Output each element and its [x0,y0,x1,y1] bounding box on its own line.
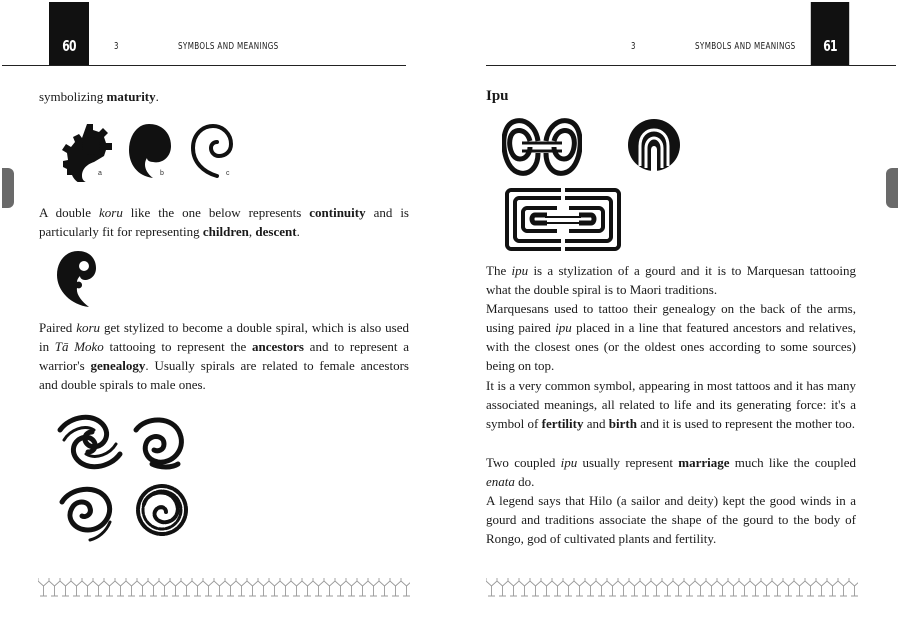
footer-ornament [486,576,858,598]
right-page [450,0,900,640]
text-run: is a stylization of a gourd and it is to Marquesan tattooing what the double spiral is to Maori traditions. [486,263,856,297]
thumb-tab [886,168,898,208]
thumb-tab [2,168,14,208]
running-head: SYMBOLS AND MEANINGS [695,41,796,52]
spirals-figure [56,410,196,542]
page-number-box [49,2,89,65]
paragraph [39,87,409,106]
emphasis-italic: koru [99,205,123,220]
paragraph [39,203,409,241]
emphasis-bold: genealogy [90,358,146,373]
page-number-box [811,2,849,65]
text-run: Marquesans used to tattoo their genealogy on the back of the arms, using paired [486,301,856,335]
text-run: . [296,224,300,239]
text-run: placed in a line that featured ancestors and relatives, with the closest ones (or the oldest ones according to some sources) being on top. [486,320,856,373]
emphasis-italic: ipu [560,455,578,470]
emphasis-bold: fertility [541,416,584,431]
text-run: much like the coupled [729,455,856,470]
text-run: The [486,263,512,278]
text-run: tattooing to represent the [103,339,252,354]
tiki-border-icon [486,576,858,598]
emphasis-bold: maturity [106,89,156,104]
section-title: Ipu [486,88,509,104]
emphasis-bold: continuity [309,205,366,220]
emphasis-bold: ancestors [252,339,304,354]
emphasis-italic: koru [76,320,101,335]
koru-variants-icon [55,120,245,182]
text-run: . [155,89,159,104]
emphasis-italic: ipu [511,263,529,278]
paragraph [486,299,856,375]
chapter-number: 3 [113,41,119,52]
text-run: like the one below represents [122,205,310,220]
emphasis-italic: enata [486,474,515,489]
emphasis-italic: ipu [555,320,572,335]
page-number: 61 [823,37,837,55]
text-run: usually represent [577,455,679,470]
emphasis-bold: descent [255,224,297,239]
paragraph [39,318,409,394]
text-run: and [583,416,609,431]
text-run: and is particularly fit for representing [39,205,409,239]
emphasis-bold: birth [608,416,637,431]
figure-label-a: a [98,170,102,177]
figure-label-b: b [160,170,164,177]
text-run: . Usually spirals are related to female ancestors and double spirals to male ones. [39,358,409,392]
emphasis-bold: marriage [678,455,730,470]
text-run: A legend says that Hilo (a sailor and deity) kept the good winds in a gourd and traditions associate the shape of the gourd to the body of Rongo, god of cultivated plants and fertility. [486,493,856,546]
tiki-border-icon [38,576,410,598]
text-run: and it is used to represent the mother too. [636,416,856,431]
paragraph [486,453,856,491]
emphasis-bold: children [202,224,249,239]
text-run: and to represent a warrior's [39,339,409,373]
running-head: SYMBOLS AND MEANINGS [178,41,279,52]
text-run: A double [39,205,99,220]
page-number: 60 [62,37,76,55]
double-koru-icon [56,250,98,308]
header-rule [2,65,406,66]
text-run: Two coupled [486,455,561,470]
header-rule [486,65,896,66]
ipu-single-figure [626,118,682,174]
text-run: It is a very common symbol, appearing in most tattoos and it has many associated meanings, all related to life and its generating force: it's a symbol of [486,378,856,431]
spirals-icon [56,410,196,542]
emphasis-italic: Tā Moko [54,339,104,354]
paragraph [486,261,856,299]
figure-label-c: c [226,170,230,177]
footer-ornament [38,576,410,598]
ipu-single-icon [626,118,682,174]
text-run: do. [514,474,535,489]
ipu-oval-pair-figure [502,117,582,177]
ipu-square-pair-icon [505,188,621,251]
paragraph [486,491,856,548]
ipu-oval-pair-icon [502,117,582,177]
text-run: Paired [39,320,77,335]
text-run: get stylized to become a double spiral, which is also used in [39,320,409,354]
ipu-square-pair-figure [505,188,621,251]
chapter-number: 3 [630,41,636,52]
text-run: , [248,224,256,239]
text-run: symbolizing [39,89,107,104]
koru-variants-figure [55,120,245,182]
double-koru-figure [56,250,98,308]
paragraph [486,376,856,433]
